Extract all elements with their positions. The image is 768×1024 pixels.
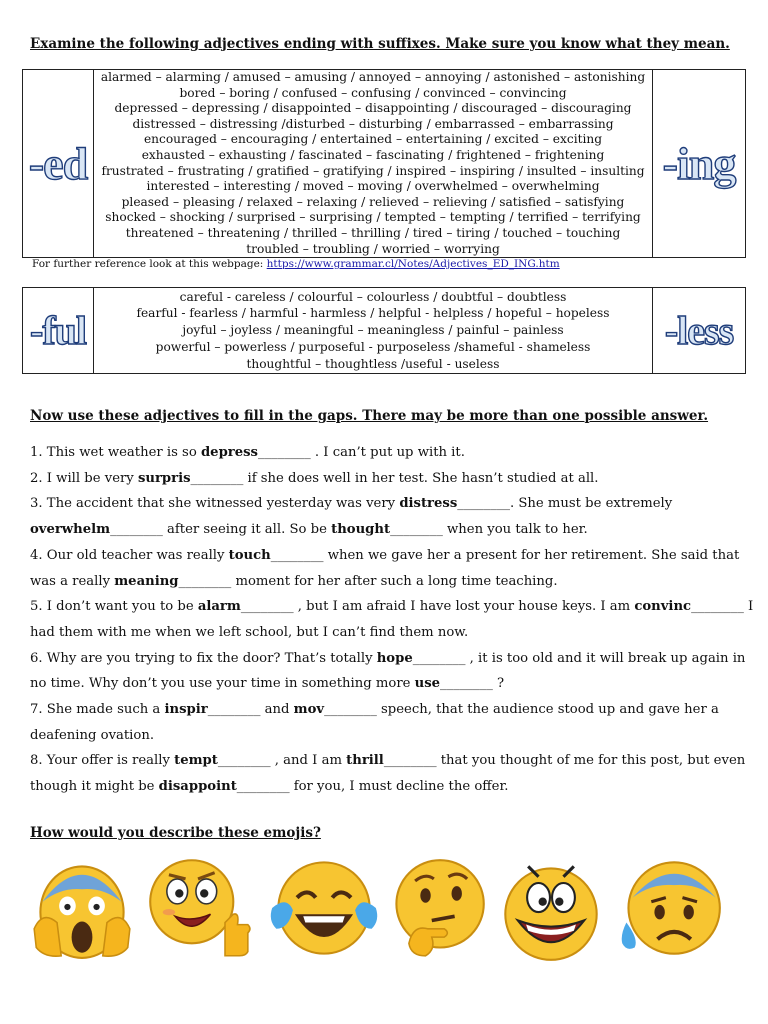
word-row: fearful - fearless / harmful - harmless / helpful - helpless / hopeful – hopeless bbox=[136, 306, 610, 321]
less-suffix-label: -less bbox=[653, 288, 746, 374]
exercise-line: 1. This wet weather is so depress________ . I can’t put up with it. bbox=[30, 445, 465, 460]
word-row: pleased – pleasing / relaxed – relaxing / relieved – relieving / satisfied – satisfying bbox=[121, 194, 625, 209]
exercise-line: overwhelm________ after seeing it all. So be thought________ when you talk to her. bbox=[30, 522, 588, 538]
word-stem: meaning bbox=[114, 573, 179, 589]
ed-ing-table bbox=[22, 69, 746, 258]
exercise-line: 4. Our old teacher was really touch________ when we gave her a present for her retirement. She said that bbox=[30, 547, 740, 563]
anxious-sweat-face-icon bbox=[616, 856, 724, 960]
surprised-thumbs-up-face-icon bbox=[144, 856, 252, 960]
word-row: thoughtful – thoughtless /useful - useless bbox=[246, 356, 500, 371]
exercise-line: was a really meaning________ moment for her after such a long time teaching. bbox=[30, 573, 558, 589]
word-stem: disappoint bbox=[158, 779, 237, 795]
ing-suffix-label: -ing bbox=[653, 70, 746, 258]
word-row: depressed – depressing / disappointed – disappointing / discouraged – discouraging bbox=[114, 101, 632, 116]
exercise-line: 8. Your offer is really tempt________ , and I am thrill________ that you thought of me for this post, but even bbox=[30, 753, 746, 769]
word-stem: thought bbox=[331, 522, 391, 538]
word-row: exhausted – exhausting / fascinated – fascinating / frightened – frightening bbox=[141, 147, 605, 162]
word-stem: alarm bbox=[197, 599, 241, 615]
word-stem: tempt bbox=[174, 753, 218, 769]
word-row: interested – interesting / moved – moving / overwhelmed – overwhelming bbox=[146, 179, 600, 194]
instructions-heading: Now use these adjectives to fill in the gaps. There may be more than one possible answer. bbox=[30, 408, 709, 424]
tears-of-joy-face-icon bbox=[268, 856, 380, 960]
word-stem: thrill bbox=[346, 753, 384, 769]
reference-note bbox=[32, 258, 560, 270]
word-stem: depress bbox=[200, 445, 258, 460]
word-row: powerful – powerless / purposeful - purposeless /shameful - shameless bbox=[155, 339, 591, 354]
exercise-line: 2. I will be very surpris________ if she does well in her test. She hasn’t studied at all. bbox=[30, 470, 599, 486]
word-stem: overwhelm bbox=[30, 522, 111, 538]
word-row: careful - careless / colourful – colourless / doubtful – doubtless bbox=[179, 289, 567, 304]
word-row: bored – boring / confused – confusing / convinced – convincing bbox=[179, 85, 567, 100]
word-stem: use bbox=[414, 676, 441, 692]
screaming-face-icon bbox=[30, 856, 134, 960]
word-stem: hope bbox=[376, 650, 413, 666]
word-row: frustrated – frustrating / gratified – gratifying / inspired – inspiring / insulted – insulting bbox=[101, 163, 645, 178]
word-row: troubled – troubling / worried – worrying bbox=[246, 241, 500, 256]
word-stem: touch bbox=[228, 547, 271, 563]
word-row: alarmed – alarming / amused – amusing / annoyed – annoying / astonished – astonishing bbox=[100, 70, 646, 84]
ful-less-word-list bbox=[94, 288, 653, 374]
exercise-line: 6. Why are you trying to fix the door? That’s totally hope________ , it is too old and it will break up again in bbox=[30, 650, 746, 666]
exercise-line: no time. Why don’t you use your time in something more use________ ? bbox=[30, 676, 505, 692]
word-row: distressed – distressing /disturbed – disturbing / embarrassed – embarrassing bbox=[132, 116, 614, 131]
ful-less-table bbox=[22, 287, 746, 374]
exercise-line: 5. I don’t want you to be alarm________ , but I am afraid I have lost your house keys. I am convinc________ I bbox=[30, 599, 754, 615]
ed-ing-word-list bbox=[94, 70, 653, 258]
page-title: Examine the following adjectives ending with suffixes. Make sure you know what they mean. bbox=[30, 36, 730, 52]
ful-suffix-label: -ful bbox=[23, 288, 94, 374]
exercise-line: deafening ovation. bbox=[30, 727, 155, 743]
reference-link[interactable]: https://www.grammar.cl/Notes/Adjectives_ED_ING.htm bbox=[266, 258, 560, 270]
reference-text: For further reference look at this webpage: bbox=[32, 258, 267, 270]
ed-suffix-label: -ed bbox=[23, 70, 94, 258]
exercise-line: though it might be disappoint________ for you, I must decline the offer. bbox=[30, 779, 509, 795]
word-stem: distress bbox=[399, 496, 458, 512]
word-stem: mov bbox=[293, 702, 325, 718]
exercise-line: 3. The accident that she witnessed yesterday was very distress________. She must be extremely bbox=[30, 496, 673, 512]
word-row: joyful – joyless / meaningful – meaningless / painful – painless bbox=[182, 323, 564, 338]
thinking-face-icon bbox=[386, 856, 490, 960]
word-row: encouraged – encouraging / entertained – entertaining / excited – exciting bbox=[143, 132, 603, 147]
exercise-line: 7. She made such a inspir________ and mov________ speech, that the audience stood up and gave her a bbox=[30, 702, 719, 718]
word-stem: inspir bbox=[164, 702, 208, 718]
word-row: shocked – shocking / surprised – surprising / tempted – tempting / terrified – terrifying bbox=[105, 210, 641, 225]
word-row: threatened – threatening / thrilled – thrilling / tired – tiring / touched – touching bbox=[125, 225, 621, 240]
exercise-line: had them with me when we left school, but I can’t find them now. bbox=[30, 624, 469, 640]
emoji-heading: How would you describe these emojis? bbox=[30, 825, 321, 841]
word-stem: convinc bbox=[634, 599, 692, 615]
word-stem: surpris bbox=[137, 470, 191, 486]
exercise-list bbox=[30, 440, 754, 800]
grinning-face-icon bbox=[496, 856, 606, 964]
